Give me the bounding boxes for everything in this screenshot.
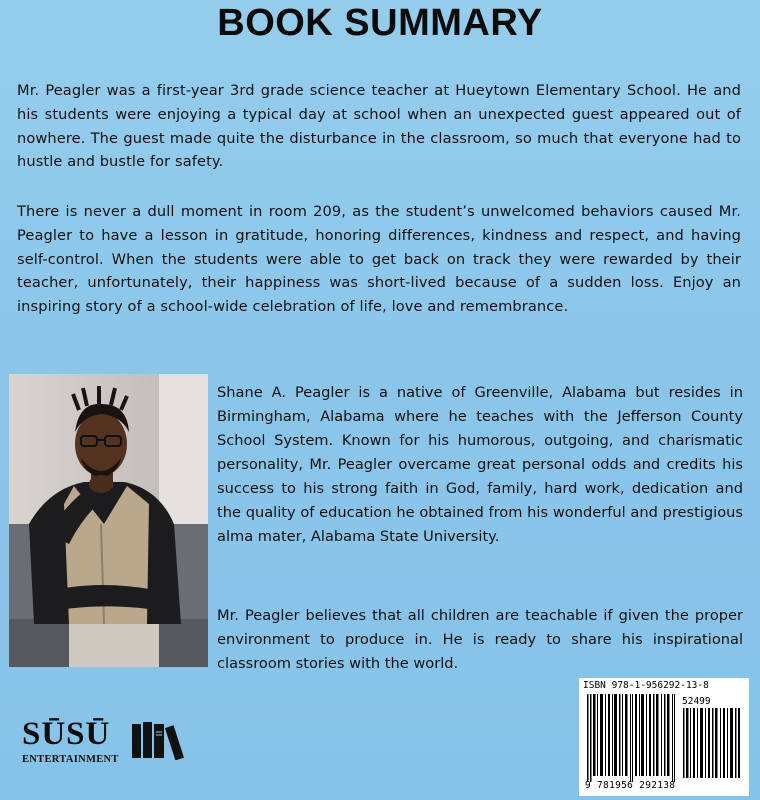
isbn-barcode: [579, 678, 749, 796]
page-title: BOOK SUMMARY: [217, 2, 543, 44]
author-bio-paragraph-1: Shane A. Peagler is a native of Greenville, Alabama but resides in Birmingham, Alabama where he teaches with the Jefferson County School System. Known for his humorous, outgoing, and charismatic personality, Mr. Peagler overcame great personal odds and credits his success to his strong faith in God, family, hard work, dedication and the quality of education he obtained from his wonderful and prestigious alma mater, Alabama State University.: [217, 384, 743, 545]
author-bio-paragraph-2: Mr. Peagler believes that all children are teachable if given the proper environment to produce in. He is ready to share his inspirational classroom stories with the world.: [217, 607, 743, 672]
books-icon: [130, 720, 190, 760]
summary-paragraph-2: There is never a dull moment in room 209, as the student’s unwelcomed behaviors caused Mr. Peagler to have a lesson in gratitude, honoring differences, kindness and respect, and having self-control. When the students were able to get back on track they were rewarded by their teacher, unfortunately, their happiness was short-lived because of a sudden loss. Enjoy an inspiring story of a school-wide celebration of life, love and remembrance.: [17, 203, 741, 316]
barcode-number: 9 781956 292138: [585, 780, 676, 791]
publisher-logo: [22, 716, 197, 778]
barcode-bars: [579, 678, 749, 796]
isbn-text: ISBN 978-1-956292-13-8: [583, 680, 709, 691]
publisher-tagline: ENTERTAINMENT: [22, 754, 119, 765]
publisher-name: SŪSŪ: [22, 716, 111, 752]
summary-paragraph-1: Mr. Peagler was a first-year 3rd grade science teacher at Hueytown Elementary School. He and his students were enjoying a typical day at school when an unexpected guest appeared out of nowhere. The guest made quite the disturbance in the classroom, so much that everyone had to hustle and bustle for safety.: [17, 82, 741, 171]
barcode-addon-number: 52499: [682, 696, 711, 707]
author-photo: [9, 374, 208, 667]
